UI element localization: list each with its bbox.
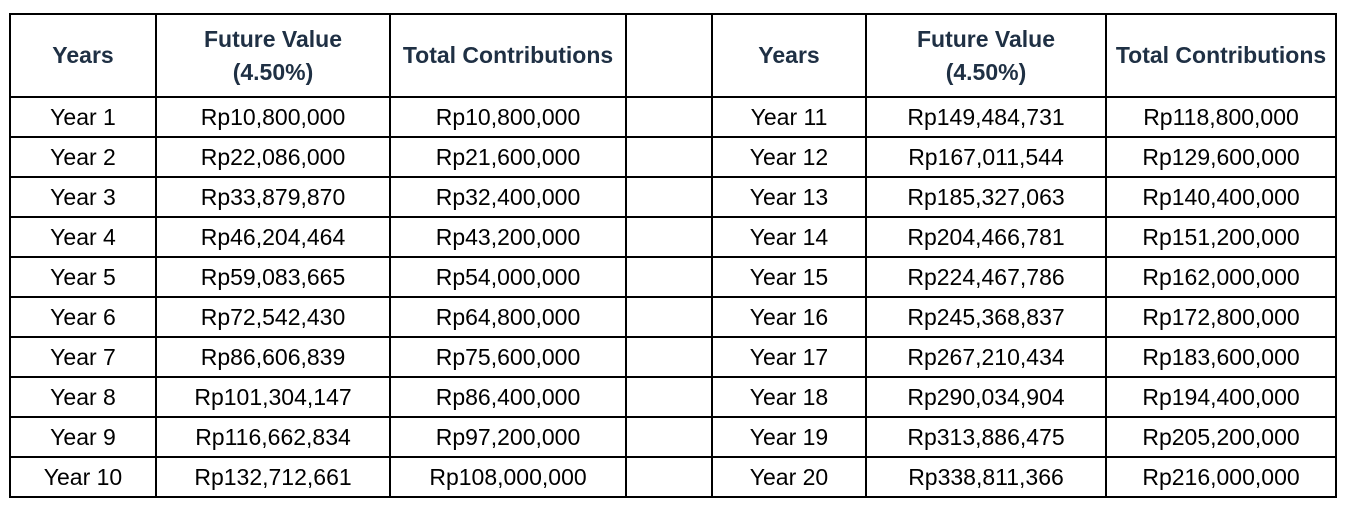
total-contributions-cell: Rp43,200,000 xyxy=(390,217,626,257)
table-row xyxy=(10,417,1336,457)
year-cell: Year 1 xyxy=(10,97,156,137)
future-value-cell: Rp116,662,834 xyxy=(156,417,390,457)
table-body xyxy=(10,97,1336,497)
total-contributions-cell: Rp194,400,000 xyxy=(1106,377,1336,417)
future-value-cell: Rp101,304,147 xyxy=(156,377,390,417)
header-future-value-rate: (4.50%) xyxy=(945,58,1027,85)
future-value-cell: Rp132,712,661 xyxy=(156,457,390,497)
separator-cell xyxy=(626,14,712,97)
future-value-cell: Rp72,542,430 xyxy=(156,297,390,337)
separator-cell xyxy=(626,97,712,137)
year-cell: Year 20 xyxy=(712,457,866,497)
future-value-cell: Rp33,879,870 xyxy=(156,177,390,217)
header-future-value-left xyxy=(156,14,390,97)
separator-cell xyxy=(626,337,712,377)
future-value-cell: Rp59,083,665 xyxy=(156,257,390,297)
future-value-table xyxy=(9,13,1337,498)
separator-cell xyxy=(626,417,712,457)
header-future-value-title: Future Value xyxy=(916,25,1056,52)
future-value-cell: Rp245,368,837 xyxy=(866,297,1106,337)
future-value-cell: Rp313,886,475 xyxy=(866,417,1106,457)
separator-cell xyxy=(626,457,712,497)
table-row xyxy=(10,377,1336,417)
year-cell: Year 7 xyxy=(10,337,156,377)
future-value-cell: Rp267,210,434 xyxy=(866,337,1106,377)
future-value-cell: Rp185,327,063 xyxy=(866,177,1106,217)
header-total-contributions-left: Total Contributions xyxy=(390,14,626,97)
year-cell: Year 16 xyxy=(712,297,866,337)
separator-cell xyxy=(626,297,712,337)
future-value-cell: Rp10,800,000 xyxy=(156,97,390,137)
separator-cell xyxy=(626,257,712,297)
separator-cell xyxy=(626,177,712,217)
future-value-cell: Rp149,484,731 xyxy=(866,97,1106,137)
total-contributions-cell: Rp151,200,000 xyxy=(1106,217,1336,257)
total-contributions-cell: Rp183,600,000 xyxy=(1106,337,1336,377)
total-contributions-cell: Rp205,200,000 xyxy=(1106,417,1336,457)
year-cell: Year 9 xyxy=(10,417,156,457)
total-contributions-cell: Rp140,400,000 xyxy=(1106,177,1336,217)
total-contributions-cell: Rp97,200,000 xyxy=(390,417,626,457)
year-cell: Year 19 xyxy=(712,417,866,457)
table-row xyxy=(10,457,1336,497)
separator-cell xyxy=(626,377,712,417)
total-contributions-cell: Rp86,400,000 xyxy=(390,377,626,417)
total-contributions-cell: Rp64,800,000 xyxy=(390,297,626,337)
header-row xyxy=(10,14,1336,97)
table-row xyxy=(10,297,1336,337)
total-contributions-cell: Rp75,600,000 xyxy=(390,337,626,377)
year-cell: Year 5 xyxy=(10,257,156,297)
header-future-value-rate: (4.50%) xyxy=(232,58,314,85)
year-cell: Year 10 xyxy=(10,457,156,497)
year-cell: Year 18 xyxy=(712,377,866,417)
total-contributions-cell: Rp118,800,000 xyxy=(1106,97,1336,137)
total-contributions-cell: Rp108,000,000 xyxy=(390,457,626,497)
future-value-cell: Rp204,466,781 xyxy=(866,217,1106,257)
year-cell: Year 14 xyxy=(712,217,866,257)
table-row xyxy=(10,217,1336,257)
future-value-cell: Rp86,606,839 xyxy=(156,337,390,377)
year-cell: Year 11 xyxy=(712,97,866,137)
year-cell: Year 17 xyxy=(712,337,866,377)
future-value-cell: Rp338,811,366 xyxy=(866,457,1106,497)
table-row xyxy=(10,97,1336,137)
year-cell: Year 4 xyxy=(10,217,156,257)
year-cell: Year 3 xyxy=(10,177,156,217)
total-contributions-cell: Rp10,800,000 xyxy=(390,97,626,137)
year-cell: Year 13 xyxy=(712,177,866,217)
total-contributions-cell: Rp54,000,000 xyxy=(390,257,626,297)
future-value-cell: Rp290,034,904 xyxy=(866,377,1106,417)
total-contributions-cell: Rp21,600,000 xyxy=(390,137,626,177)
future-value-cell: Rp22,086,000 xyxy=(156,137,390,177)
separator-cell xyxy=(626,137,712,177)
table-row xyxy=(10,337,1336,377)
total-contributions-cell: Rp216,000,000 xyxy=(1106,457,1336,497)
year-cell: Year 2 xyxy=(10,137,156,177)
year-cell: Year 6 xyxy=(10,297,156,337)
header-years-left: Years xyxy=(10,14,156,97)
total-contributions-cell: Rp172,800,000 xyxy=(1106,297,1336,337)
table-row xyxy=(10,137,1336,177)
table-row xyxy=(10,177,1336,217)
header-future-value-title: Future Value xyxy=(203,25,343,52)
year-cell: Year 12 xyxy=(712,137,866,177)
total-contributions-cell: Rp32,400,000 xyxy=(390,177,626,217)
future-value-cell: Rp224,467,786 xyxy=(866,257,1106,297)
year-cell: Year 8 xyxy=(10,377,156,417)
total-contributions-cell: Rp129,600,000 xyxy=(1106,137,1336,177)
header-total-contributions-right: Total Contributions xyxy=(1106,14,1336,97)
header-years-right: Years xyxy=(712,14,866,97)
separator-cell xyxy=(626,217,712,257)
table-row xyxy=(10,257,1336,297)
future-value-cell: Rp46,204,464 xyxy=(156,217,390,257)
future-value-cell: Rp167,011,544 xyxy=(866,137,1106,177)
total-contributions-cell: Rp162,000,000 xyxy=(1106,257,1336,297)
header-future-value-right xyxy=(866,14,1106,97)
year-cell: Year 15 xyxy=(712,257,866,297)
